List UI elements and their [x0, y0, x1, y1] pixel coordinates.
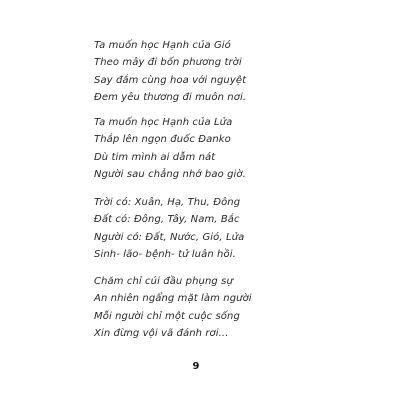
poem-line: Theo mây đi bốn phương trời: [94, 57, 242, 69]
page-number: 9: [192, 361, 200, 372]
poem-line: Người sau chẳng nhớ bao giờ.: [94, 168, 246, 180]
poem-line: Xin đừng vội vã đánh rơi...: [94, 327, 229, 339]
poem-line: Mỗi người chỉ một cuộc sống: [94, 310, 240, 322]
stanza-1: [94, 38, 314, 107]
poem-line: Thắp lên ngọn đuốc Đanko: [94, 134, 231, 146]
poem-line: Ta muốn học Hạnh của Gió: [94, 40, 231, 51]
poem-line: Người có: Đất, Nước, Gió, Lửa: [94, 231, 245, 243]
stanza-4: [94, 274, 314, 343]
poem-line: Ta muốn học Hạnh của Lửa: [94, 117, 233, 128]
poem-line: Dù tim mình ai dẫm nát: [94, 151, 216, 163]
poem-line: Chăm chỉ cúi đầu phụng sự: [94, 276, 233, 287]
poem-line: Say đắm cùng hoa với nguyệt: [94, 74, 247, 86]
stanza-3: [94, 195, 314, 264]
stanza-2: [94, 115, 314, 184]
poem-line: Trời có: Xuân, Hạ, Thu, Đông: [94, 197, 241, 208]
poem-line: An nhiên ngẩng mặt làm người: [94, 293, 252, 305]
poem-line: Đất có: Đông, Tây, Nam, Bắc: [94, 214, 240, 226]
poem-line: Sinh- lão- bệnh- tử luân hồi.: [94, 248, 236, 260]
poem-line: Đem yêu thương đi muôn nơi.: [94, 91, 247, 103]
